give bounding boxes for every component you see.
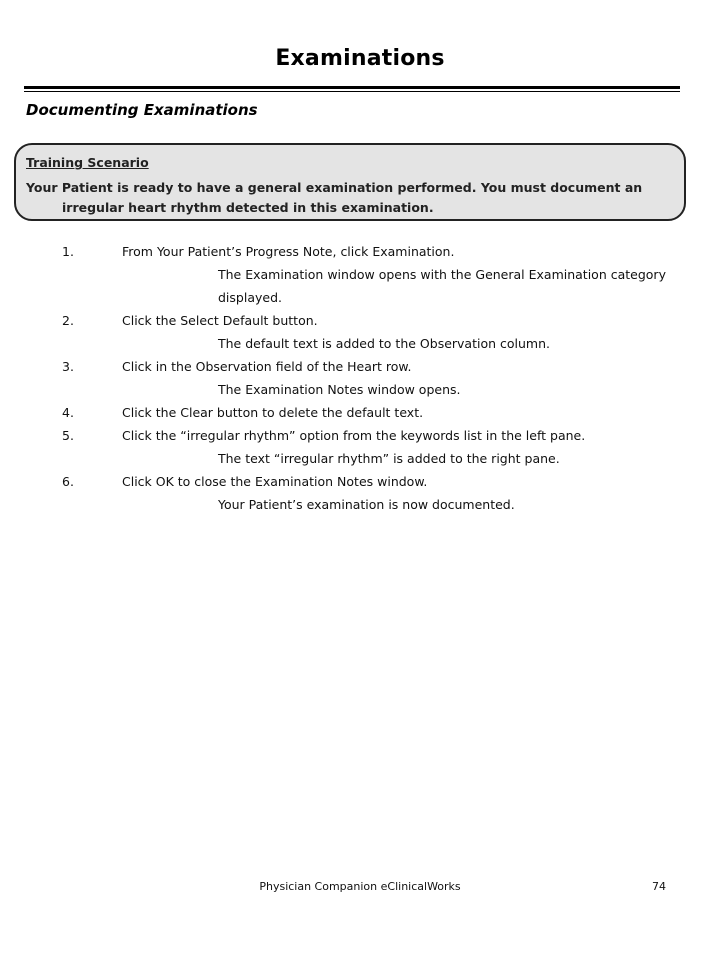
page-number: 74 <box>652 880 666 893</box>
step-item <box>0 472 720 495</box>
steps-list <box>0 242 720 518</box>
footer-title: Physician Companion eClinicalWorks <box>259 880 461 893</box>
step-result <box>0 495 720 518</box>
training-scenario-text: Your Patient is ready to have a general examination performed. You must document an irregular heart rhythm detected in this examination. <box>26 180 643 215</box>
step-instruction: From Your Patient’s Progress Note, click Examination. <box>122 244 455 259</box>
page-title: Examinations <box>275 46 445 71</box>
step-item <box>0 357 720 380</box>
title-divider-thin <box>24 91 680 92</box>
step-result-text: The default text is added to the Observation column. <box>218 336 550 351</box>
step-result-text: The text “irregular rhythm” is added to the right pane. <box>218 451 560 466</box>
step-instruction: Click the “irregular rhythm” option from the keywords list in the left pane. <box>122 428 586 443</box>
step-number: 5. <box>62 428 74 443</box>
step-item <box>0 403 720 426</box>
step-item <box>0 311 720 334</box>
step-number: 4. <box>62 405 74 420</box>
step-instruction: Click OK to close the Examination Notes window. <box>122 474 428 489</box>
step-instruction: Click the Clear button to delete the default text. <box>122 405 424 420</box>
step-number: 6. <box>62 474 74 489</box>
step-item <box>0 426 720 449</box>
step-result <box>0 288 720 311</box>
step-result <box>0 265 720 288</box>
step-result <box>0 449 720 472</box>
step-result <box>0 334 720 357</box>
step-number: 1. <box>62 244 74 259</box>
step-result-text: The Examination window opens with the General Examination category <box>218 267 666 282</box>
step-result <box>0 380 720 403</box>
step-number: 2. <box>62 313 74 328</box>
step-result-text: The Examination Notes window opens. <box>218 382 461 397</box>
step-instruction: Click the Select Default button. <box>122 313 318 328</box>
title-divider-thick <box>24 86 680 89</box>
step-result-text: Your Patient’s examination is now documented. <box>218 497 515 512</box>
step-item <box>0 242 720 265</box>
step-instruction: Click in the Observation field of the Heart row. <box>122 359 412 374</box>
section-heading: Documenting Examinations <box>26 101 258 119</box>
step-number: 3. <box>62 359 74 374</box>
training-scenario-title: Training Scenario <box>26 155 149 170</box>
step-result-text: displayed. <box>218 290 282 305</box>
